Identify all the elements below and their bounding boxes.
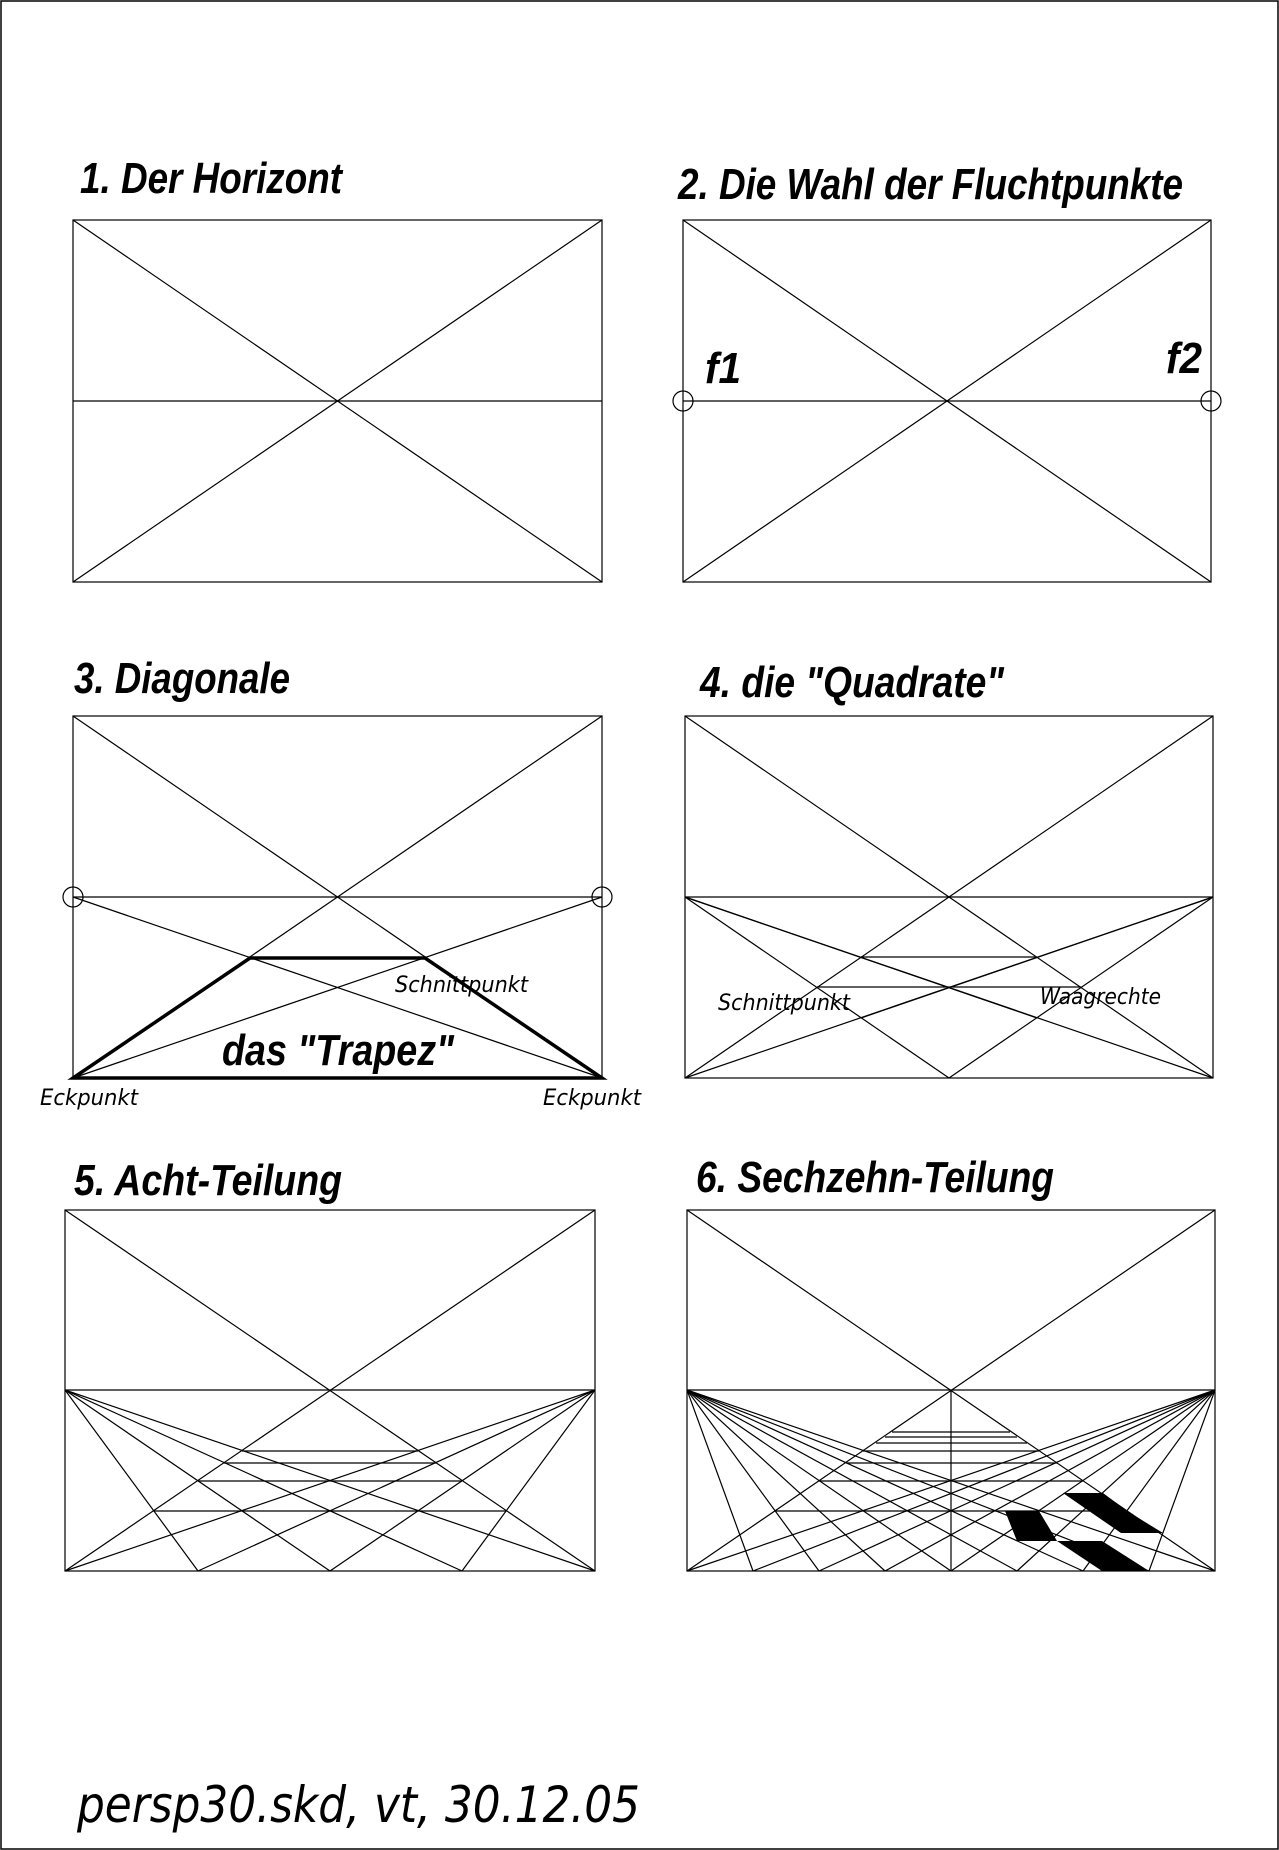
- shaded-tile: [1089, 1511, 1163, 1533]
- panel-3-diagram: [40, 716, 642, 1111]
- vanishing-line: [462, 1390, 595, 1571]
- vanishing-line: [687, 1390, 753, 1571]
- panel-4-diagram: [685, 716, 1213, 1078]
- vanishing-line: [687, 1390, 819, 1571]
- panel-2-diagram: [673, 220, 1221, 582]
- panel-1-diagram: [73, 220, 602, 582]
- f1-label: f1: [705, 344, 741, 393]
- panel-3-title: 3. Diagonale: [74, 654, 290, 703]
- panel-4-title: 4. die "Quadrate": [699, 658, 1005, 707]
- panel-6-title: 6. Sechzehn-Teilung: [696, 1153, 1055, 1202]
- panel-1-title: 1. Der Horizont: [80, 154, 344, 203]
- panel-5-title: 5. Acht-Teilung: [74, 1156, 343, 1205]
- vanishing-line: [65, 1390, 198, 1571]
- schnittpunkt-label: Schnittpunkt: [718, 991, 852, 1016]
- f2-label: f2: [1166, 334, 1203, 383]
- schnittpunkt-label: Schnittpunkt: [395, 973, 530, 998]
- footer-caption: persp30.skd, vt, 30.12.05: [76, 1776, 640, 1834]
- shaded-tile: [1005, 1511, 1057, 1541]
- panel-2-title: 2. Die Wahl der Fluchtpunkte: [677, 160, 1183, 209]
- shaded-tile: [1057, 1541, 1149, 1571]
- eckpunkt-right-label: Eckpunkt: [543, 1086, 643, 1111]
- panel-6-diagram: [687, 1210, 1215, 1571]
- waagrechte-label: Waagrechte: [1040, 985, 1161, 1010]
- sheet-border: [1, 1, 1278, 1849]
- vanishing-line: [1149, 1390, 1215, 1571]
- panel-5-diagram: [65, 1210, 595, 1571]
- eckpunkt-left-label: Eckpunkt: [40, 1086, 140, 1111]
- trapez-label: das "Trapez": [222, 1026, 455, 1075]
- shaded-tile: [1063, 1493, 1127, 1511]
